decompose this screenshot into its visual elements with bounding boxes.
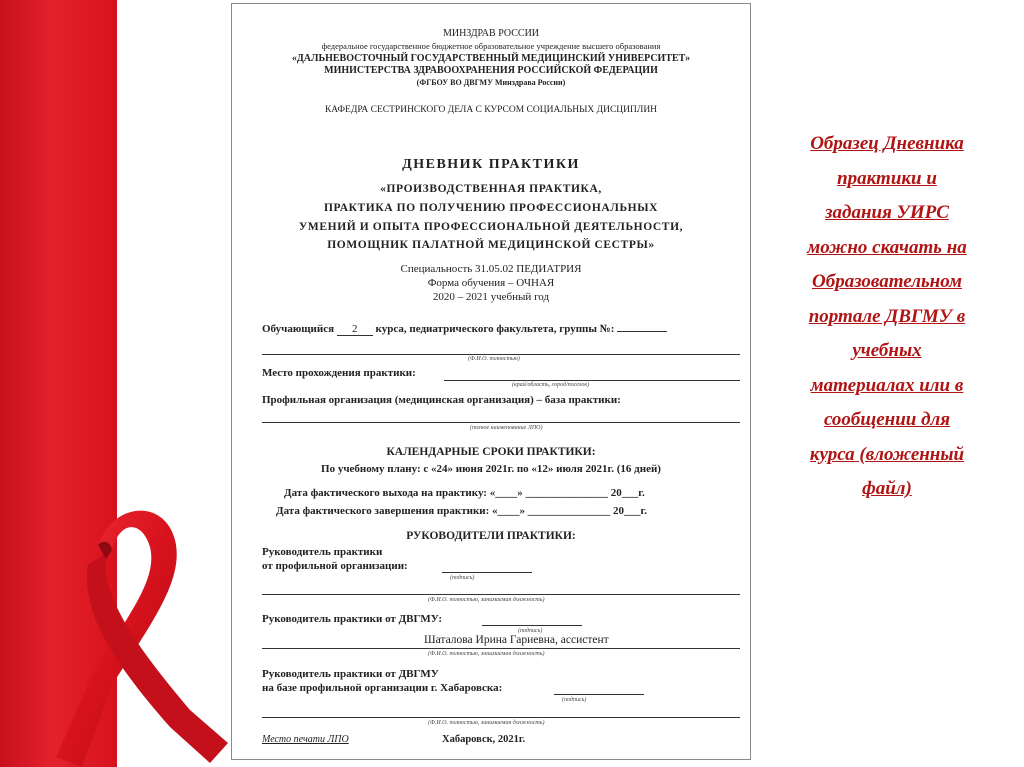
sup3-fio-caption: (Ф.И.О. полностью, занимаемая должность) <box>428 720 545 726</box>
city-year: Хабаровск, 2021г. <box>442 734 526 745</box>
note-line: курса (вложенный <box>809 443 965 465</box>
sup1-line2: от профильной организации: <box>262 560 408 572</box>
practice-diary-sample <box>231 3 751 760</box>
place-caption: (край/область, город/поселок) <box>512 382 590 388</box>
supervisors-title: РУКОВОДИТЕЛИ ПРАКТИКИ: <box>406 530 576 542</box>
fio-caption: (Ф.И.О. полностью) <box>468 356 520 362</box>
academic-year: 2020 – 2021 учебный год <box>432 291 550 303</box>
sup2-signature-caption: (подпись) <box>518 628 543 634</box>
awareness-ribbon-icon <box>40 495 230 767</box>
sup3-fio-rule <box>262 717 740 718</box>
student-rest: курса, педиатрического факультета, группы №: <box>375 323 615 335</box>
sup3-signature-caption: (подпись) <box>562 697 587 703</box>
ministry: МИНЗДРАВ РОССИИ <box>442 28 540 39</box>
practice-line-2: ПРАКТИКА ПО ПОЛУЧЕНИЮ ПРОФЕССИОНАЛЬНЫХ <box>324 202 658 214</box>
note-line: можно скачать на <box>807 236 967 258</box>
actual-end: Дата фактического завершения практики: «____» _______________ 20___г. <box>276 505 648 517</box>
sup1-signature-caption: (подпись) <box>450 575 475 581</box>
student-label: Обучающийся <box>262 323 335 335</box>
profile-caption: (полное наименование ЛПО) <box>470 425 543 431</box>
practice-line-3: УМЕНИЙ И ОПЫТА ПРОФЕССИОНАЛЬНОЙ ДЕЯТЕЛЬНОСТИ, <box>298 221 684 233</box>
note-line: материалах или в <box>810 374 964 396</box>
calendar-plan: По учебному плану: с «24» июня 2021г. по «12» июля 2021г. (16 дней) <box>321 463 661 475</box>
place-label: Место прохождения практики: <box>262 367 416 379</box>
practice-line-1: «ПРОИЗВОДСТВЕННАЯ ПРАКТИКА, <box>380 183 602 195</box>
practice-line-4: ПОМОЩНИК ПАЛАТНОЙ МЕДИЦИНСКОЙ СЕСТРЫ» <box>327 239 655 251</box>
note-line: учебных <box>852 340 922 361</box>
sup1-line1: Руководитель практики <box>262 546 383 558</box>
actual-start: Дата фактического выхода на практику: «____» _______________ 20___г. <box>284 487 645 499</box>
sup3-line1: Руководитель практики от ДВГМУ <box>262 668 439 680</box>
document-title: ДНЕВНИК ПРАКТИКИ <box>402 157 580 172</box>
download-note <box>768 127 1006 507</box>
sup3-signature-rule <box>554 694 644 695</box>
sup1-signature-rule <box>442 572 532 573</box>
sup2-name: Шаталова Ирина Гариевна, ассистент <box>424 634 609 646</box>
sup3-line2: на базе профильной организации г. Хабаровска: <box>262 682 503 694</box>
sup1-fio-caption: (Ф.И.О. полностью, занимаемая должность) <box>428 597 545 603</box>
ministry-full: МИНИСТЕРСТВА ЗДРАВООХРАНЕНИЯ РОССИЙСКОЙ ФЕДЕРАЦИИ <box>324 65 658 76</box>
note-line: Образовательном <box>812 271 962 292</box>
department: КАФЕДРА СЕСТРИНСКОГО ДЕЛА С КУРСОМ СОЦИАЛЬНЫХ ДИСЦИПЛИН <box>324 105 658 115</box>
sup1-fio-rule <box>262 594 740 595</box>
course-number: 2 <box>337 323 373 336</box>
note-line: практики и <box>837 167 937 189</box>
sup2-fio-rule <box>262 648 740 649</box>
note-line: файл) <box>862 478 912 499</box>
note-line: Образец Дневника <box>810 133 964 154</box>
sup2-signature-rule <box>482 625 582 626</box>
specialty: Специальность 31.05.02 ПЕДИАТРИЯ <box>400 263 582 275</box>
study-form: Форма обучения – ОЧНАЯ <box>427 277 555 289</box>
note-line: сообщении для <box>823 409 951 430</box>
profile-rule <box>262 422 740 423</box>
university-name: «ДАЛЬНЕВОСТОЧНЫЙ ГОСУДАРСТВЕННЫЙ МЕДИЦИНСКИЙ УНИВЕРСИТЕТ» <box>291 53 691 64</box>
student-line <box>262 323 667 336</box>
note-line: портале ДВГМУ в <box>808 305 966 327</box>
calendar-title: КАЛЕНДАРНЫЕ СРОКИ ПРАКТИКИ: <box>386 446 596 458</box>
fio-rule <box>262 354 740 355</box>
note-line: задания УИРС <box>825 202 949 223</box>
profile-org: Профильная организация (медицинская организация) – база практики: <box>262 394 621 406</box>
sup2-fio-caption: (Ф.И.О. полностью, занимаемая должность) <box>428 651 545 657</box>
university-abbrev: (ФГБОУ ВО ДВГМУ Минздрава России) <box>416 78 566 87</box>
stamp-place: Место печати ЛПО <box>262 734 349 745</box>
sup2-label: Руководитель практики от ДВГМУ: <box>262 613 443 625</box>
institution-line: федеральное государственное бюджетное образовательное учреждение высшего образования <box>321 41 661 51</box>
place-rule <box>444 380 740 381</box>
group-blank <box>617 331 667 332</box>
